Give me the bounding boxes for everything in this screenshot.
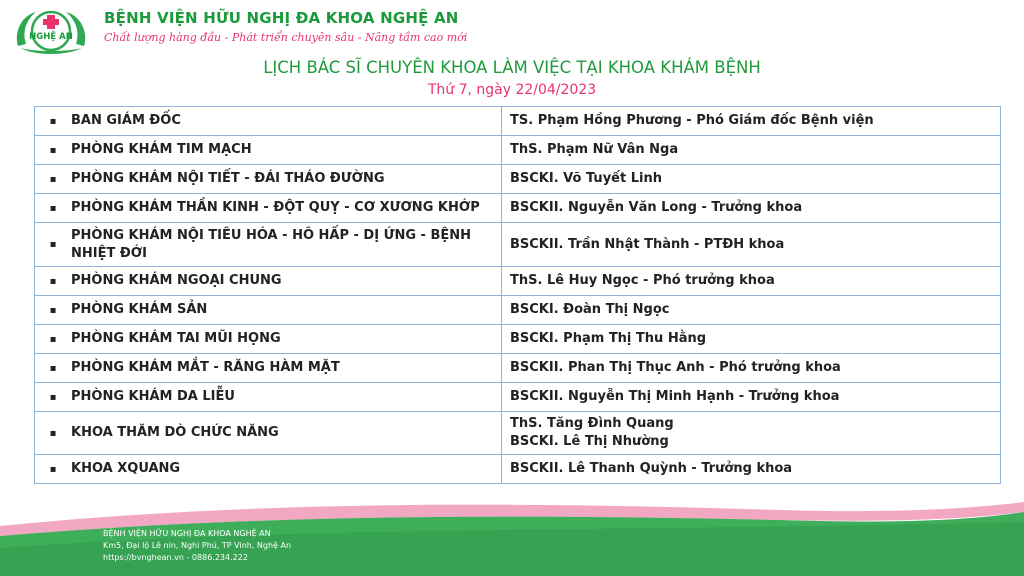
doctor-cell xyxy=(502,136,1001,165)
doctor-cell xyxy=(502,412,1001,455)
department-cell xyxy=(35,296,502,325)
bullet-icon: ▪ xyxy=(49,173,57,185)
department-name: PHÒNG KHÁM TAI MŨI HỌNG xyxy=(71,331,281,346)
doctor-cell xyxy=(502,165,1001,194)
doctor-name: TS. Phạm Hồng Phương - Phó Giám đốc Bệnh viện xyxy=(510,113,874,128)
bullet-icon: ▪ xyxy=(49,115,57,127)
doctor-cell xyxy=(502,383,1001,412)
page-title: LỊCH BÁC SĨ CHUYÊN KHOA LÀM VIỆC TẠI KHOA KHÁM BỆNH xyxy=(263,58,761,77)
bullet-icon: ▪ xyxy=(49,202,57,214)
department-cell xyxy=(35,267,502,296)
page-subtitle-date: Thứ 7, ngày 22/04/2023 xyxy=(427,82,597,98)
table-row xyxy=(35,223,1001,267)
department-name: PHÒNG KHÁM SẢN xyxy=(71,302,208,317)
logo-text: NGHỆ AN xyxy=(29,32,73,42)
hospital-logo xyxy=(12,6,90,56)
bullet-icon: ▪ xyxy=(49,275,57,287)
footer-address: Km5, Đại lộ Lê nin, Nghi Phú, TP Vinh, Nghệ An xyxy=(103,541,292,550)
table-row xyxy=(35,267,1001,296)
bullet-icon: ▪ xyxy=(49,239,57,250)
doctor-cell xyxy=(502,455,1001,484)
doctor-name: ThS. Tăng Đình Quang xyxy=(510,416,674,431)
department-cell xyxy=(35,223,502,267)
footer-hospital-name: BỆNH VIỆN HỮU NGHỊ ĐA KHOA NGHỆ AN xyxy=(103,529,271,538)
table-row xyxy=(35,455,1001,484)
bullet-icon: ▪ xyxy=(49,333,57,345)
doctor-cell xyxy=(502,194,1001,223)
department-name: PHÒNG KHÁM NGOẠI CHUNG xyxy=(71,273,282,288)
department-name: BAN GIÁM ĐỐC xyxy=(71,113,181,128)
table-row xyxy=(35,296,1001,325)
doctor-cell xyxy=(502,107,1001,136)
department-cell xyxy=(35,165,502,194)
department-name: PHÒNG KHÁM TIM MẠCH xyxy=(71,142,252,157)
department-name: PHÒNG KHÁM MẮT - RĂNG HÀM MẶT xyxy=(71,360,340,375)
department-name: PHÒNG KHÁM THẦN KINH - ĐỘT QUỴ - CƠ XƯƠNG KHỚP xyxy=(71,200,480,215)
bullet-icon: ▪ xyxy=(49,427,57,439)
doctor-cell xyxy=(502,267,1001,296)
table-row xyxy=(35,383,1001,412)
table-row xyxy=(35,136,1001,165)
department-name: PHÒNG KHÁM DA LIỄU xyxy=(71,389,235,404)
department-name: KHOA THĂM DÒ CHỨC NĂNG xyxy=(71,425,279,440)
doctor-cell xyxy=(502,296,1001,325)
bullet-icon: ▪ xyxy=(49,362,57,374)
footer-info xyxy=(103,528,291,564)
department-cell xyxy=(35,383,502,412)
header xyxy=(0,0,1024,60)
table-row xyxy=(35,354,1001,383)
doctor-name: BSCKII. Phan Thị Thục Anh - Phó trưởng khoa xyxy=(510,360,841,375)
footer-contact: https://bvnghean.vn - 0886.234.222 xyxy=(103,553,248,562)
footer xyxy=(0,496,1024,576)
doctor-name: ThS. Phạm Nữ Vân Nga xyxy=(510,142,679,157)
schedule-table xyxy=(34,106,1001,484)
table-row xyxy=(35,165,1001,194)
department-cell xyxy=(35,455,502,484)
doctor-name: BSCKII. Lê Thanh Quỳnh - Trưởng khoa xyxy=(510,461,793,476)
table-row xyxy=(35,107,1001,136)
department-name: PHÒNG KHÁM NỘI TIẾT - ĐÁI THÁO ĐƯỜNG xyxy=(71,171,385,186)
doctor-cell xyxy=(502,325,1001,354)
doctor-name: BSCKI. Lê Thị Nhường xyxy=(510,434,669,449)
doctor-cell xyxy=(502,223,1001,267)
department-cell xyxy=(35,354,502,383)
bullet-icon: ▪ xyxy=(49,463,57,475)
hospital-slogan: Chất lượng hàng đầu - Phát triển chuyên sâu - Nâng tầm cao mới xyxy=(104,31,468,44)
doctor-name: BSCKI. Đoàn Thị Ngọc xyxy=(510,302,670,317)
doctor-name: BSCKII. Nguyễn Văn Long - Trưởng khoa xyxy=(510,200,803,215)
department-cell xyxy=(35,412,502,455)
table-row xyxy=(35,412,1001,455)
bullet-icon: ▪ xyxy=(49,304,57,316)
doctor-name: BSCKI. Võ Tuyết Linh xyxy=(510,171,662,186)
department-cell xyxy=(35,107,502,136)
bullet-icon: ▪ xyxy=(49,391,57,403)
hospital-name: BỆNH VIỆN HỮU NGHỊ ĐA KHOA NGHỆ AN xyxy=(104,9,459,27)
department-cell xyxy=(35,136,502,165)
doctor-name: BSCKI. Phạm Thị Thu Hằng xyxy=(510,331,707,346)
doctor-name: BSCKII. Trần Nhật Thành - PTĐH khoa xyxy=(510,236,785,252)
doctor-name: ThS. Lê Huy Ngọc - Phó trưởng khoa xyxy=(510,273,775,288)
department-name: KHOA XQUANG xyxy=(71,461,181,476)
department-cell xyxy=(35,194,502,223)
doctor-cell xyxy=(502,354,1001,383)
table-row xyxy=(35,325,1001,354)
bullet-icon: ▪ xyxy=(49,144,57,156)
doctor-name: BSCKII. Nguyễn Thị Minh Hạnh - Trưởng khoa xyxy=(510,389,840,404)
department-cell xyxy=(35,325,502,354)
table-row xyxy=(35,194,1001,223)
department-name: PHÒNG KHÁM NỘI TIÊU HÓA - HÔ HẤP - DỊ ỨNG - BỆNH NHIỆT ĐỚI xyxy=(71,227,471,261)
